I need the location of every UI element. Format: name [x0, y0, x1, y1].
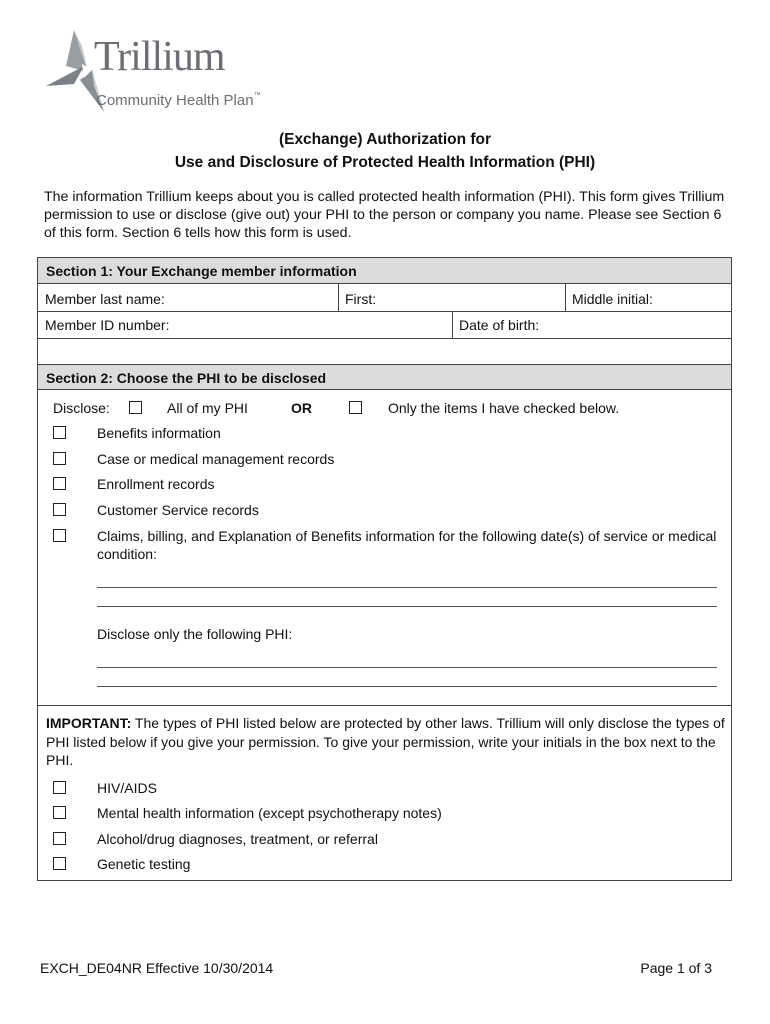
enrollment-checkbox[interactable]	[53, 477, 66, 490]
alcohol-drug-label: Alcohol/drug diagnoses, treatment, or referral	[97, 831, 378, 847]
claims-fill-line-2[interactable]	[97, 606, 717, 607]
only-items-checkbox[interactable]	[349, 401, 362, 414]
genetic-testing-label: Genetic testing	[97, 856, 191, 872]
genetic-testing-initials-box[interactable]	[53, 857, 66, 870]
intro-paragraph: The information Trillium keeps about you is called protected health information (PHI). This form gives Trillium permission to use or disclose (give out) your PHI to the person or company you name. Please see Section 6 of this form. Section 6 tells how this form is used.	[44, 189, 725, 241]
claims-label: Claims, billing, and Explanation of Benefits information for the following date(s) of service or medical condition:	[97, 528, 717, 562]
member-last-name-label: Member last name:	[45, 291, 165, 307]
only-items-label: Only the items I have checked below.	[388, 400, 620, 416]
mental-health-label: Mental health information (except psychotherapy notes)	[97, 805, 442, 821]
date-of-birth-label: Date of birth:	[459, 317, 540, 333]
middle-initial-label: Middle initial:	[572, 291, 653, 307]
case-records-label: Case or medical management records	[97, 451, 335, 467]
claims-checkbox[interactable]	[53, 529, 66, 542]
disclose-only-fill-line-2[interactable]	[97, 686, 717, 687]
section2-heading: Section 2: Choose the PHI to be disclosed	[38, 364, 731, 390]
form-box	[37, 257, 732, 881]
all-phi-checkbox[interactable]	[129, 401, 142, 414]
section1-heading: Section 1: Your Exchange member information	[38, 258, 731, 284]
mental-health-initials-box[interactable]	[53, 806, 66, 819]
hiv-aids-initials-box[interactable]	[53, 781, 66, 794]
or-label: OR	[291, 400, 312, 416]
member-id-label: Member ID number:	[45, 317, 170, 333]
first-name-label: First:	[345, 291, 377, 307]
customer-service-label: Customer Service records	[97, 502, 259, 518]
form-code: EXCH_DE04NR Effective 10/30/2014	[40, 960, 274, 976]
alcohol-drug-initials-box[interactable]	[53, 832, 66, 845]
logo-wordmark: Trillium	[94, 34, 225, 80]
important-notice: IMPORTANT: The types of PHI listed below are protected by other laws. Trillium will only disclose the types of PHI listed below if you give your permission. To give your permission, write your initials in the box next to the PHI.	[46, 715, 725, 768]
benefits-checkbox[interactable]	[53, 426, 66, 439]
form-title-line1: (Exchange) Authorization for	[278, 131, 492, 148]
benefits-label: Benefits information	[97, 425, 221, 441]
hiv-aids-label: HIV/AIDS	[97, 780, 157, 796]
logo-subtitle: Community Health Plan™	[96, 92, 261, 109]
all-phi-label: All of my PHI	[167, 400, 248, 416]
case-records-checkbox[interactable]	[53, 452, 66, 465]
disclose-only-fill-line-1[interactable]	[97, 667, 717, 668]
customer-service-checkbox[interactable]	[53, 503, 66, 516]
disclose-label: Disclose:	[53, 400, 110, 416]
enrollment-label: Enrollment records	[97, 476, 215, 492]
claims-fill-line-1[interactable]	[97, 587, 717, 588]
page-number: Page 1 of 3	[640, 960, 712, 976]
disclose-only-label: Disclose only the following PHI:	[97, 626, 293, 642]
form-title-line2: Use and Disclosure of Protected Health Information (PHI)	[174, 154, 596, 171]
